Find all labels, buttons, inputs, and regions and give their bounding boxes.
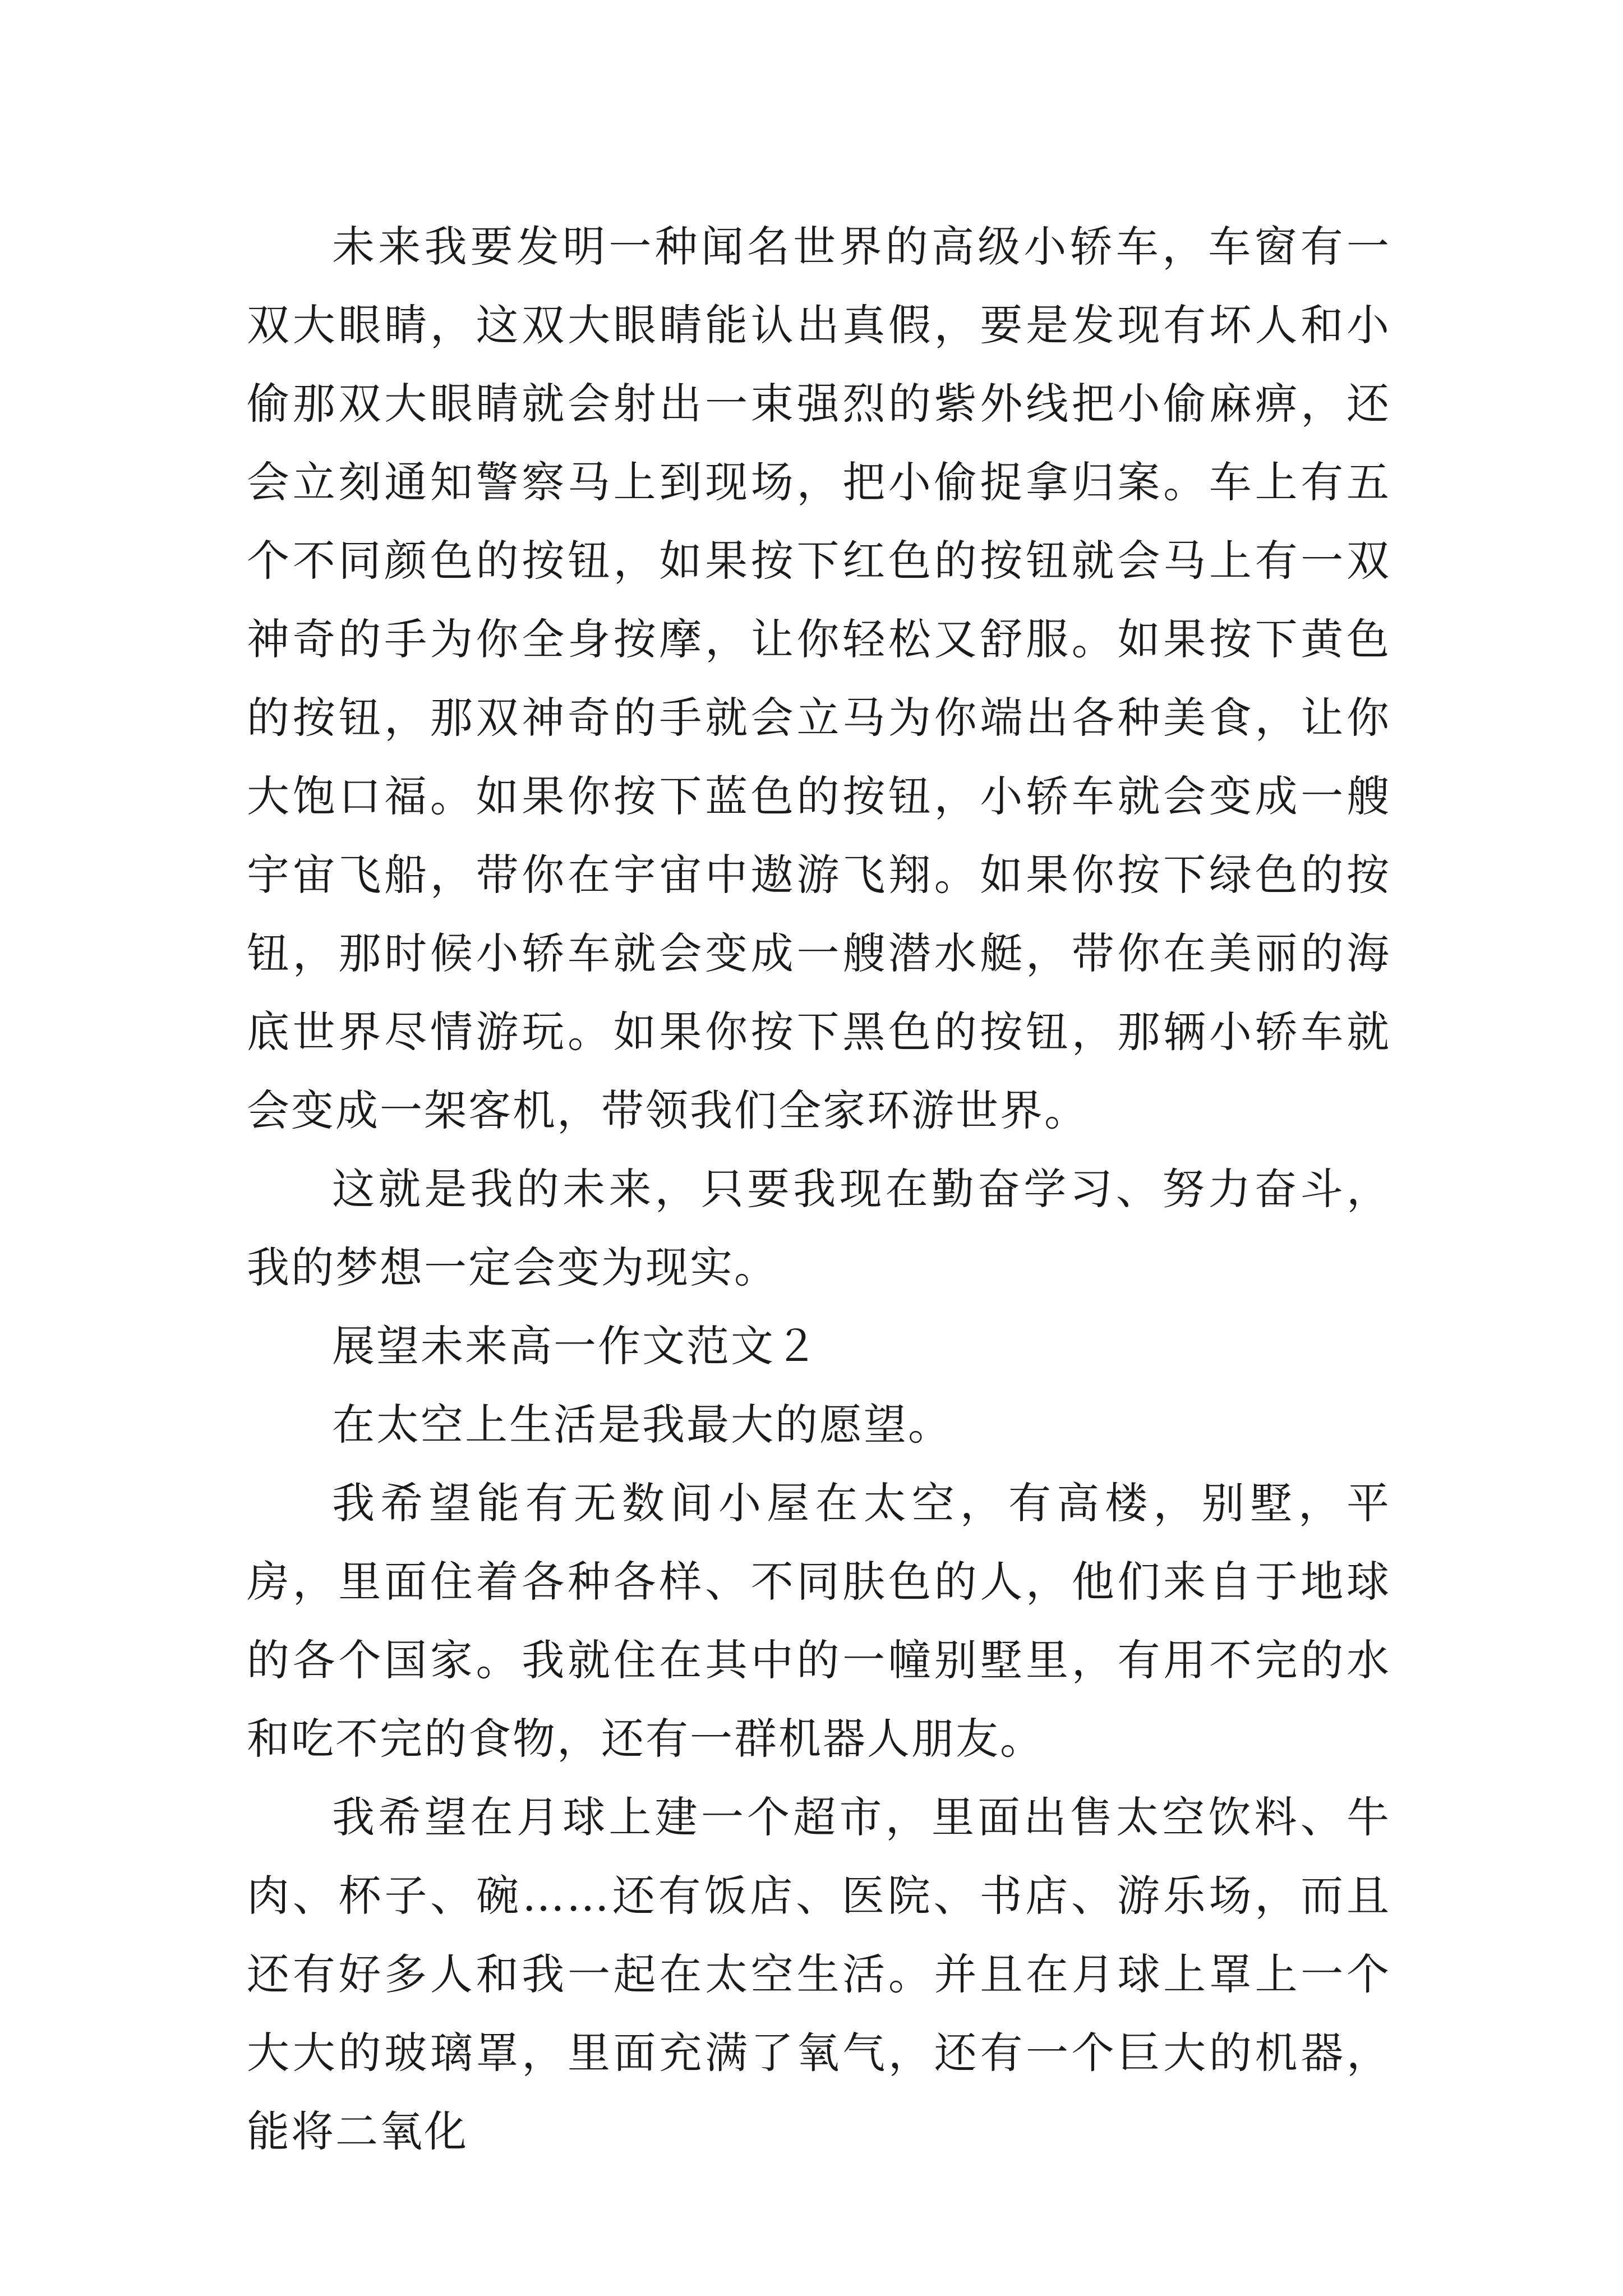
essay-heading: 展望未来高一作文范文２ [332, 1321, 819, 1371]
paragraph-invention-car: 未来我要发明一种闻名世界的高级小轿车，车窗有一双大眼睛，这双大眼睛能认出真假，要是发现有坏人和小偷那双大眼睛就会射出一束强烈的紫外线把小偷麻痹，还会立刻通知警察马上到现场，把小偷捉拿归案。车上有五个不同颜色的按钮，如果按下红色的按钮就会马上有一双神奇的手为你全身按摩，让你轻松又舒服。如果按下黄色的按钮，那双神奇的手就会立马为你端出各种美食，让你大饱口福。如果你按下蓝色的按钮，小轿车就会变成一艘宇宙飞船，带你在宇宙中遨游飞翔。如果你按下绿色的按钮，那时候小轿车就会变成一艘潜水艇，带你在美丽的海底世界尽情游玩。如果你按下黑色的按钮，那辆小轿车就会变成一架客机，带领我们全家环游世界。 [247, 222, 1391, 1135]
paragraph-future-dream: 这就是我的未来，只要我现在勤奋学习、努力奋斗，我的梦想一定会变为现实。 [247, 1164, 1391, 1292]
paragraph-space-wish: 在太空上生活是我最大的愿望。 [332, 1400, 952, 1450]
paragraph-moon-supermarket: 我希望在月球上建一个超市，里面出售太空饮料、牛肉、杯子、碗……还有饭店、医院、书店、游乐场，而且还有好多人和我一起在太空生活。并且在月球上罩上一个大大的玻璃罩，里面充满了氧气，还有一个巨大的机器，能将二氧化 [247, 1792, 1391, 2156]
paragraph-space-houses: 我希望能有无数间小屋在太空，有高楼，别墅，平房，里面住着各种各样、不同肤色的人，他们来自于地球的各个国家。我就住在其中的一幢别墅里，有用不完的水和吃不完的食物，还有一群机器人朋友。 [247, 1478, 1391, 1764]
document-body [247, 208, 1391, 2171]
